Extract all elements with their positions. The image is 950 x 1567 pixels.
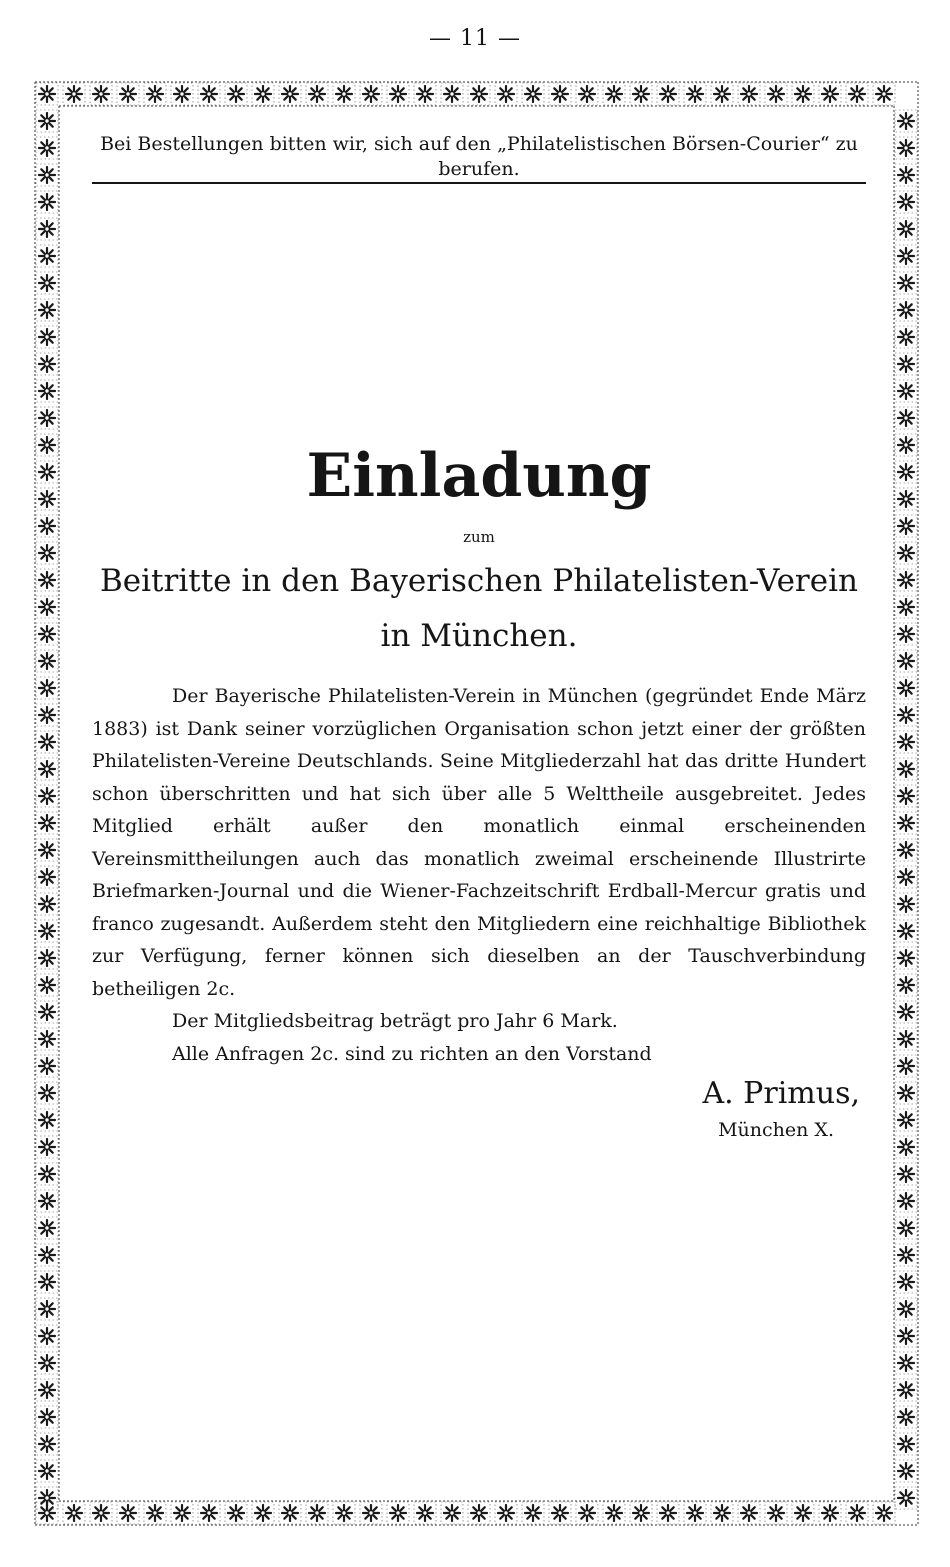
asterisk-flower-icon xyxy=(895,1325,917,1347)
asterisk-flower-icon xyxy=(895,785,917,807)
asterisk-flower-icon xyxy=(819,83,841,105)
asterisk-flower-icon xyxy=(414,83,436,105)
asterisk-flower-icon xyxy=(895,245,917,267)
asterisk-flower-icon xyxy=(36,1163,58,1185)
asterisk-flower-icon xyxy=(252,83,274,105)
asterisk-flower-icon xyxy=(895,920,917,942)
asterisk-flower-icon xyxy=(895,947,917,969)
asterisk-flower-icon xyxy=(36,137,58,159)
asterisk-flower-icon xyxy=(36,1136,58,1158)
asterisk-flower-icon xyxy=(36,677,58,699)
asterisk-flower-icon xyxy=(441,1502,463,1524)
asterisk-flower-icon xyxy=(36,839,58,861)
asterisk-flower-icon xyxy=(711,83,733,105)
order-notice: Bei Bestellungen bitten wir, sich auf den „Philatelistischen Börsen-Courier“ zu berufen. xyxy=(100,133,858,180)
asterisk-flower-icon xyxy=(144,1502,166,1524)
asterisk-flower-icon xyxy=(895,704,917,726)
asterisk-flower-icon xyxy=(117,83,139,105)
asterisk-flower-icon xyxy=(36,1460,58,1482)
asterisk-flower-icon xyxy=(895,731,917,753)
asterisk-flower-icon xyxy=(36,866,58,888)
asterisk-flower-icon xyxy=(36,110,58,132)
asterisk-flower-icon xyxy=(738,83,760,105)
asterisk-flower-icon xyxy=(171,83,193,105)
asterisk-flower-icon xyxy=(895,1001,917,1023)
asterisk-flower-icon xyxy=(36,434,58,456)
asterisk-flower-icon xyxy=(895,1082,917,1104)
notice-divider xyxy=(92,182,866,184)
signature-block xyxy=(620,1074,860,1144)
asterisk-flower-icon xyxy=(36,1379,58,1401)
asterisk-flower-icon xyxy=(792,1502,814,1524)
asterisk-flower-icon xyxy=(36,164,58,186)
asterisk-flower-icon xyxy=(36,650,58,672)
asterisk-flower-icon xyxy=(36,299,58,321)
asterisk-flower-icon xyxy=(36,758,58,780)
asterisk-flower-icon xyxy=(846,1502,868,1524)
asterisk-flower-icon xyxy=(198,1502,220,1524)
asterisk-flower-icon xyxy=(576,83,598,105)
asterisk-flower-icon xyxy=(895,326,917,348)
page-number: — 11 — xyxy=(429,26,521,51)
asterisk-flower-icon xyxy=(873,83,895,105)
asterisk-flower-icon xyxy=(895,1487,917,1509)
asterisk-flower-icon xyxy=(36,515,58,537)
headline: Beitritte in den Bayerischen Philatelisten-Verein in München. xyxy=(100,563,858,654)
asterisk-flower-icon xyxy=(36,1109,58,1131)
asterisk-flower-icon xyxy=(36,407,58,429)
signature-name: A. Primus, xyxy=(702,1076,860,1111)
asterisk-flower-icon xyxy=(895,461,917,483)
asterisk-flower-icon xyxy=(895,758,917,780)
asterisk-flower-icon xyxy=(895,1028,917,1050)
asterisk-flower-icon xyxy=(36,191,58,213)
asterisk-flower-icon xyxy=(630,83,652,105)
asterisk-flower-icon xyxy=(36,1433,58,1455)
asterisk-flower-icon xyxy=(225,83,247,105)
asterisk-flower-icon xyxy=(36,623,58,645)
asterisk-flower-icon xyxy=(495,1502,517,1524)
asterisk-flower-icon xyxy=(895,569,917,591)
asterisk-flower-icon xyxy=(36,245,58,267)
asterisk-flower-icon xyxy=(895,1163,917,1185)
asterisk-flower-icon xyxy=(333,1502,355,1524)
asterisk-flower-icon xyxy=(522,83,544,105)
asterisk-flower-icon xyxy=(36,380,58,402)
asterisk-flower-icon xyxy=(414,1502,436,1524)
asterisk-flower-icon xyxy=(36,1217,58,1239)
asterisk-flower-icon xyxy=(895,1190,917,1212)
asterisk-flower-icon xyxy=(895,1109,917,1131)
asterisk-flower-icon xyxy=(895,1460,917,1482)
asterisk-flower-icon xyxy=(36,272,58,294)
asterisk-flower-icon xyxy=(36,920,58,942)
asterisk-flower-icon xyxy=(603,1502,625,1524)
asterisk-flower-icon xyxy=(468,1502,490,1524)
asterisk-flower-icon xyxy=(495,83,517,105)
asterisk-flower-icon xyxy=(895,488,917,510)
asterisk-flower-icon xyxy=(895,515,917,537)
asterisk-flower-icon xyxy=(36,947,58,969)
asterisk-flower-icon xyxy=(630,1502,652,1524)
asterisk-flower-icon xyxy=(895,1244,917,1266)
body-paragraph-contact: Alle Anfragen 2c. sind zu richten an den Vorstand xyxy=(172,1042,652,1065)
asterisk-flower-icon xyxy=(846,83,868,105)
asterisk-flower-icon xyxy=(36,1271,58,1293)
asterisk-flower-icon xyxy=(360,83,382,105)
asterisk-flower-icon xyxy=(657,1502,679,1524)
page-title: Einladung xyxy=(306,441,652,511)
asterisk-flower-icon xyxy=(36,1352,58,1374)
asterisk-flower-icon xyxy=(36,731,58,753)
asterisk-flower-icon xyxy=(657,83,679,105)
asterisk-flower-icon xyxy=(279,1502,301,1524)
asterisk-flower-icon xyxy=(684,1502,706,1524)
asterisk-flower-icon xyxy=(441,83,463,105)
body-paragraph-fee: Der Mitgliedsbeitrag beträgt pro Jahr 6 Mark. xyxy=(172,1010,618,1032)
asterisk-flower-icon xyxy=(144,83,166,105)
asterisk-flower-icon xyxy=(198,83,220,105)
asterisk-flower-icon xyxy=(895,1217,917,1239)
asterisk-flower-icon xyxy=(36,542,58,564)
asterisk-flower-icon xyxy=(36,1001,58,1023)
asterisk-flower-icon xyxy=(36,1055,58,1077)
asterisk-flower-icon xyxy=(684,83,706,105)
asterisk-flower-icon xyxy=(738,1502,760,1524)
asterisk-flower-icon xyxy=(895,407,917,429)
asterisk-flower-icon xyxy=(36,1028,58,1050)
asterisk-flower-icon xyxy=(306,1502,328,1524)
asterisk-flower-icon xyxy=(895,164,917,186)
asterisk-flower-icon xyxy=(36,893,58,915)
asterisk-flower-icon xyxy=(522,1502,544,1524)
asterisk-flower-icon xyxy=(468,83,490,105)
asterisk-flower-icon xyxy=(36,812,58,834)
asterisk-flower-icon xyxy=(819,1502,841,1524)
asterisk-flower-icon xyxy=(36,353,58,375)
asterisk-flower-icon xyxy=(36,488,58,510)
asterisk-flower-icon xyxy=(576,1502,598,1524)
asterisk-flower-icon xyxy=(171,1502,193,1524)
asterisk-flower-icon xyxy=(895,137,917,159)
title-connector: zum xyxy=(463,528,495,546)
asterisk-flower-icon xyxy=(895,974,917,996)
asterisk-flower-icon xyxy=(36,785,58,807)
asterisk-flower-icon xyxy=(873,1502,895,1524)
body-paragraph-membership: Der Bayerische Philatelisten-Verein in München (gegründet Ende März 1883) ist Dank seiner vorzüglichen Organisation schon jetzt einer der größten Philatelisten-Vereine Deutschlands. Seine Mitgliederzahl hat das dritte Hundert schon überschritten und hat sich über alle 5 Welttheile ausgebreitet. Jedes Mitglied erhält außer den monatlich einmal erscheinenden Vereinsmittheilungen auch das monatlich zweimal erscheinende Illustrirte Briefmarken-Journal und die Wiener-Fachzeitschrift Erdball-Mercur gratis und franco zugesandt. Außerdem steht den Mitgliedern eine reichhaltige Bibliothek zur Verfügung, ferner können sich dieselben an der Tauschverbindung betheiligen 2c. xyxy=(92,685,866,1000)
asterisk-flower-icon xyxy=(895,596,917,618)
signature-place: München X. xyxy=(718,1119,834,1141)
asterisk-flower-icon xyxy=(895,839,917,861)
asterisk-flower-icon xyxy=(895,272,917,294)
asterisk-flower-icon xyxy=(895,542,917,564)
asterisk-flower-icon xyxy=(895,1379,917,1401)
asterisk-flower-icon xyxy=(36,1190,58,1212)
asterisk-flower-icon xyxy=(895,650,917,672)
asterisk-flower-icon xyxy=(549,1502,571,1524)
asterisk-flower-icon xyxy=(36,1487,58,1509)
asterisk-flower-icon xyxy=(895,1352,917,1374)
asterisk-flower-icon xyxy=(895,380,917,402)
asterisk-flower-icon xyxy=(549,83,571,105)
asterisk-flower-icon xyxy=(895,866,917,888)
asterisk-flower-icon xyxy=(279,83,301,105)
asterisk-flower-icon xyxy=(895,434,917,456)
asterisk-flower-icon xyxy=(90,1502,112,1524)
asterisk-flower-icon xyxy=(895,353,917,375)
asterisk-flower-icon xyxy=(765,1502,787,1524)
asterisk-flower-icon xyxy=(36,461,58,483)
asterisk-flower-icon xyxy=(360,1502,382,1524)
asterisk-flower-icon xyxy=(36,1244,58,1266)
asterisk-flower-icon xyxy=(895,677,917,699)
asterisk-flower-icon xyxy=(895,1298,917,1320)
asterisk-flower-icon xyxy=(225,1502,247,1524)
asterisk-flower-icon xyxy=(895,218,917,240)
asterisk-flower-icon xyxy=(306,83,328,105)
asterisk-flower-icon xyxy=(895,893,917,915)
asterisk-flower-icon xyxy=(36,596,58,618)
asterisk-flower-icon xyxy=(36,1082,58,1104)
asterisk-flower-icon xyxy=(36,1325,58,1347)
asterisk-flower-icon xyxy=(36,1298,58,1320)
asterisk-flower-icon xyxy=(895,1055,917,1077)
asterisk-flower-icon xyxy=(895,623,917,645)
asterisk-flower-icon xyxy=(63,1502,85,1524)
asterisk-flower-icon xyxy=(333,83,355,105)
asterisk-flower-icon xyxy=(895,1406,917,1428)
asterisk-flower-icon xyxy=(603,83,625,105)
asterisk-flower-icon xyxy=(36,704,58,726)
asterisk-flower-icon xyxy=(895,1271,917,1293)
asterisk-flower-icon xyxy=(36,1406,58,1428)
asterisk-flower-icon xyxy=(387,1502,409,1524)
asterisk-flower-icon xyxy=(895,812,917,834)
asterisk-flower-icon xyxy=(792,83,814,105)
asterisk-flower-icon xyxy=(895,191,917,213)
asterisk-flower-icon xyxy=(895,1136,917,1158)
body-text xyxy=(92,680,866,1070)
asterisk-flower-icon xyxy=(63,83,85,105)
asterisk-flower-icon xyxy=(36,83,58,105)
asterisk-flower-icon xyxy=(387,83,409,105)
asterisk-flower-icon xyxy=(895,110,917,132)
asterisk-flower-icon xyxy=(895,299,917,321)
asterisk-flower-icon xyxy=(36,218,58,240)
asterisk-flower-icon xyxy=(895,1433,917,1455)
asterisk-flower-icon xyxy=(252,1502,274,1524)
asterisk-flower-icon xyxy=(36,326,58,348)
asterisk-flower-icon xyxy=(711,1502,733,1524)
asterisk-flower-icon xyxy=(90,83,112,105)
asterisk-flower-icon xyxy=(117,1502,139,1524)
asterisk-flower-icon xyxy=(36,974,58,996)
asterisk-flower-icon xyxy=(765,83,787,105)
asterisk-flower-icon xyxy=(36,569,58,591)
